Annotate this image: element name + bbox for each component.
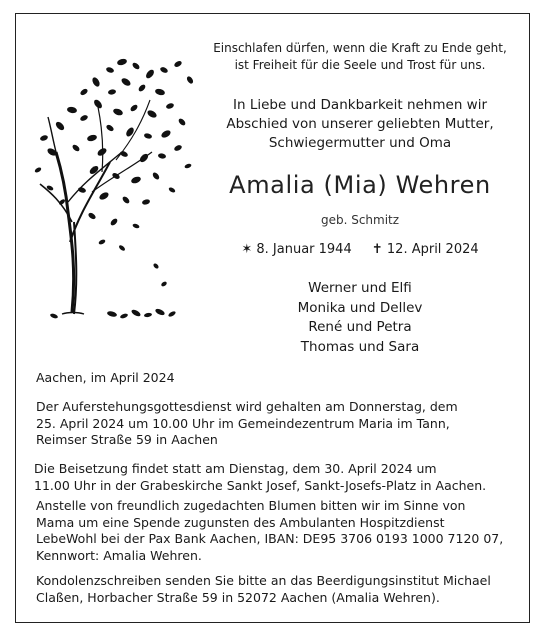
mourner: Werner und Elfi (308, 280, 412, 296)
condolence-line-2: Claßen, Horbacher Straße 59 in 52072 Aachen (Amalia Wehren). (36, 589, 440, 605)
donation-paragraph (36, 498, 506, 564)
donation-line-1: Anstelle von freundlich zugedachten Blumen bitten wir im Sinne von (36, 498, 466, 513)
donation-line-4: Kennwort: Amalia Wehren. (36, 547, 202, 563)
intro-line-1: In Liebe und Dankbarkeit nehmen wir (232, 97, 488, 113)
service-line-2: 25. April 2024 um 10.00 Uhr im Gemeindezentrum Maria im Tann, (36, 415, 450, 431)
mourner: René und Petra (308, 319, 412, 335)
poem-line-2: ist Freiheit für die Seele und Trost für uns. (234, 58, 486, 72)
place-date: Aachen, im April 2024 (36, 370, 175, 385)
intro-text (195, 96, 525, 153)
donation-line-2: Mama um eine Spende zugunsten des Ambulanten Hospitzdienst (36, 514, 445, 530)
burial-line-2: 11.00 Uhr in der Grabeskirche Sankt Josef, Sankt-Josefs-Platz in Aachen. (34, 477, 487, 493)
intro-line-3: Schwiegermutter und Oma (268, 135, 452, 151)
service-line-3: Reimser Straße 59 in Aachen (36, 432, 218, 447)
deceased-name: Amalia (Mia) Wehren (229, 171, 491, 199)
service-paragraph (36, 399, 506, 449)
condolence-line-1: Kondolenzschreiben senden Sie bitte an das Beerdigungsinstitut Michael (36, 573, 491, 588)
mourner: Thomas und Sara (300, 338, 420, 355)
burial-line-1: Die Beisetzung findet statt am Dienstag, dem 30. April 2024 um (34, 461, 437, 476)
condolence-paragraph (36, 573, 506, 606)
donation-line-3: LebeWohl bei der Pax Bank Aachen, IBAN: DE95 3706 0193 1000 7120 07, (36, 531, 504, 546)
service-line-1: Der Auferstehungsgottesdienst wird gehalten am Donnerstag, dem (36, 399, 458, 414)
tree-icon (32, 52, 212, 337)
mourners-list (195, 279, 525, 357)
poem-line-1: Einschlafen dürfen, wenn die Kraft zu Ende geht, (213, 41, 507, 55)
intro-line-2: Abschied von unserer geliebten Mutter, (226, 116, 494, 132)
death-date: ✝ 12. April 2024 (371, 242, 479, 257)
burial-paragraph (34, 461, 504, 494)
life-dates (195, 242, 525, 257)
birth-date: ✶ 8. Januar 1944 (241, 242, 352, 257)
mourner: Monika und Dellev (297, 299, 423, 316)
maiden-name: geb. Schmitz (320, 213, 400, 227)
poem (195, 40, 525, 74)
